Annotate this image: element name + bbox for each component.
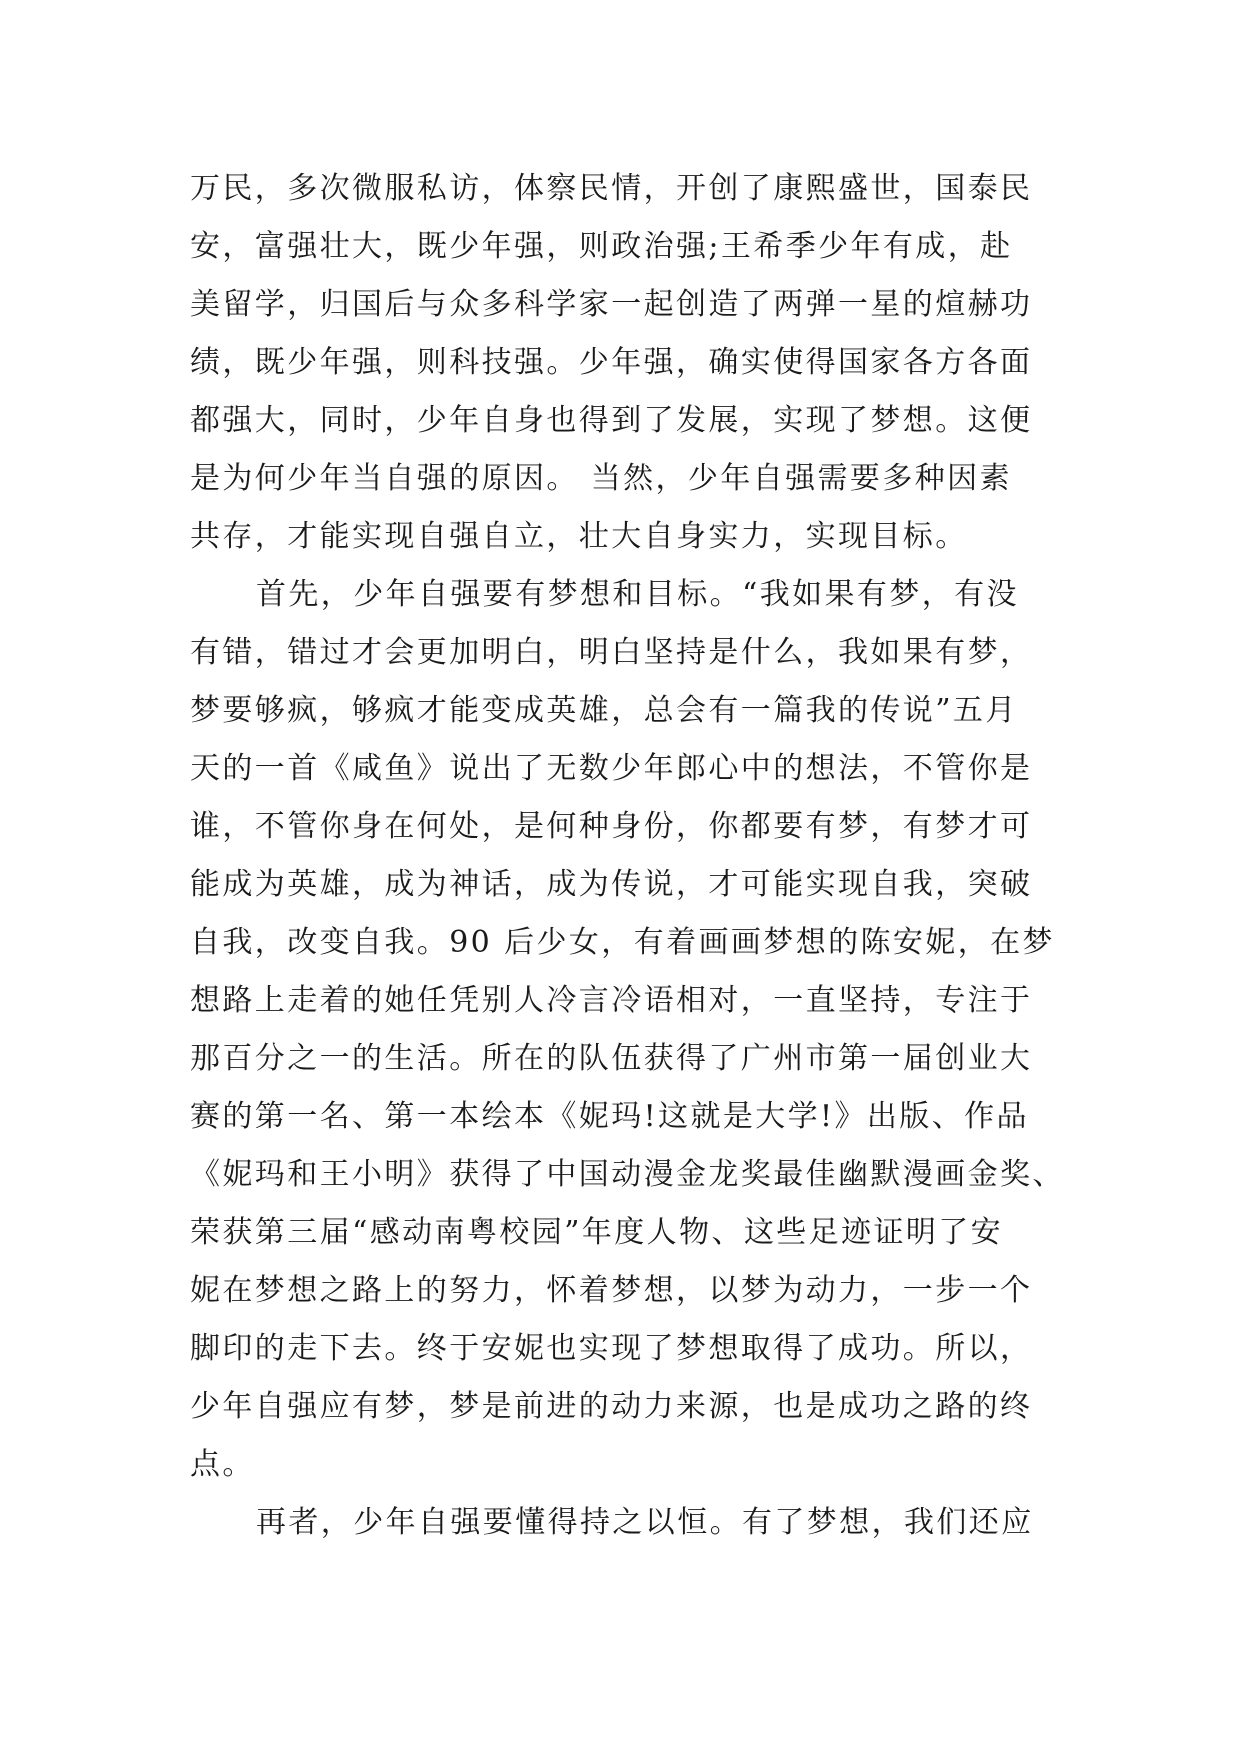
text-line: 《妮玛和王小明》获得了中国动漫金龙奖最佳幽默漫画金奖、 [190,1157,1065,1192]
text-line: 是为何少年当自强的原因。 当然，少年自强需要多种因素 [190,461,1012,496]
text-line: 少年自强应有梦，梦是前进的动力来源，也是成功之路的终 [190,1389,1033,1424]
text-line: 荣获第三届“感动南粤校园”年度人物、这些足迹证明了安 [190,1215,1004,1250]
text-line: 梦要够疯，够疯才能变成英雄，总会有一篇我的传说”五月 [190,693,1018,728]
text-line: 绩，既少年强，则科技强。少年强，确实使得国家各方各面 [190,345,1033,380]
paragraph-start-line: 再者，少年自强要懂得持之以恒。有了梦想，我们还应 [256,1505,1034,1540]
text-line: 能成为英雄，成为神话，成为传说，才可能实现自我，突破 [190,867,1033,902]
paragraph-start-line: 首先，少年自强要有梦想和目标。“我如果有梦，有没 [256,577,1019,612]
text-line: 想路上走着的她任凭别人冷言冷语相对，一直坚持，专注于 [190,983,1033,1018]
text-line: 美留学，归国后与众多科学家一起创造了两弹一星的煊赫功 [190,287,1033,322]
body-text [190,160,1070,1552]
text-line: 都强大，同时，少年自身也得到了发展，实现了梦想。这便 [190,403,1033,438]
text-line: 点。 [190,1447,255,1482]
text-line: 万民，多次微服私访，体察民情，开创了康熙盛世，国泰民 [190,171,1033,206]
text-line: 谁，不管你身在何处，是何种身份，你都要有梦，有梦才可 [190,809,1033,844]
text-line: 脚印的走下去。终于安妮也实现了梦想取得了成功。所以， [190,1331,1033,1366]
text-line: 自我，改变自我。90 后少女，有着画画梦想的陈安妮，在梦 [190,925,1055,960]
text-line: 天的一首《咸鱼》说出了无数少年郎心中的想法，不管你是 [190,751,1033,786]
text-line: 有错，错过才会更加明白，明白坚持是什么，我如果有梦， [190,635,1033,670]
text-line: 妮在梦想之路上的努力，怀着梦想，以梦为动力，一步一个 [190,1273,1033,1308]
text-line: 赛的第一名、第一本绘本《妮玛!这就是大学!》出版、作品 [190,1099,1029,1134]
text-line: 那百分之一的生活。所在的队伍获得了广州市第一届创业大 [190,1041,1033,1076]
text-line: 安，富强壮大，既少年强，则政治强;王希季少年有成，赴 [190,229,1013,264]
text-line: 共存，才能实现自强自立，壮大自身实力，实现目标。 [190,519,968,554]
